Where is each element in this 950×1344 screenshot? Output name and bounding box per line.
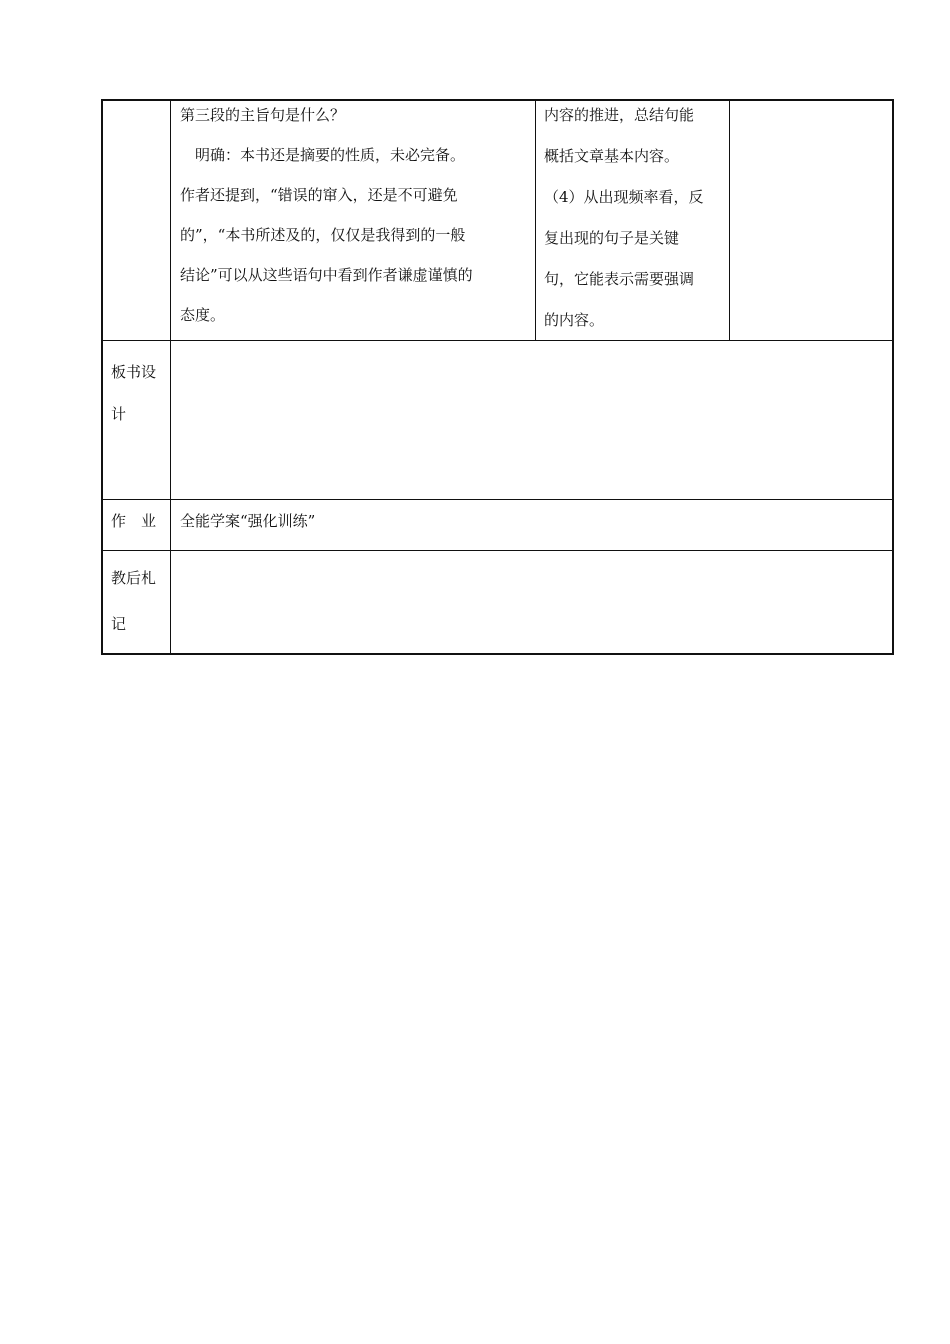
column-divider bbox=[535, 101, 536, 340]
note-line: 句，它能表示需要强调 bbox=[544, 270, 695, 288]
reflection-label: 教后札 记 bbox=[111, 569, 157, 633]
column-divider bbox=[729, 101, 730, 340]
content-line: 明确：本书还是摘要的性质，未必完备。 bbox=[180, 146, 466, 164]
teaching-content-cell bbox=[180, 95, 532, 335]
method-notes-cell bbox=[544, 95, 726, 341]
content-line: 结论”可以从这些语句中看到作者谦虚谨慎的 bbox=[180, 266, 473, 284]
row-divider bbox=[103, 499, 892, 500]
content-line: 第三段的主旨句是什么？ bbox=[180, 106, 346, 124]
note-line: 内容的推进，总结句能 bbox=[544, 106, 695, 124]
homework-label: 作 业 bbox=[111, 512, 157, 530]
note-line: 的内容。 bbox=[544, 311, 605, 329]
content-line: 作者还提到，“错误的窜入，还是不可避免 bbox=[180, 186, 458, 204]
column-divider bbox=[170, 101, 171, 655]
row-divider bbox=[103, 550, 892, 551]
content-line: 的”，“本书所述及的，仅仅是我得到的一般 bbox=[180, 226, 466, 244]
note-line: 复出现的句子是关键 bbox=[544, 229, 680, 247]
homework-content: 全能学案“强化训练” bbox=[180, 512, 316, 530]
lesson-plan-table bbox=[101, 99, 894, 655]
content-line: 态度。 bbox=[180, 306, 226, 324]
board-design-label: 板书设 计 bbox=[111, 363, 157, 423]
row-divider bbox=[103, 340, 892, 341]
note-line: 概括文章基本内容。 bbox=[544, 147, 680, 165]
note-line: （4）从出现频率看，反 bbox=[544, 188, 704, 206]
